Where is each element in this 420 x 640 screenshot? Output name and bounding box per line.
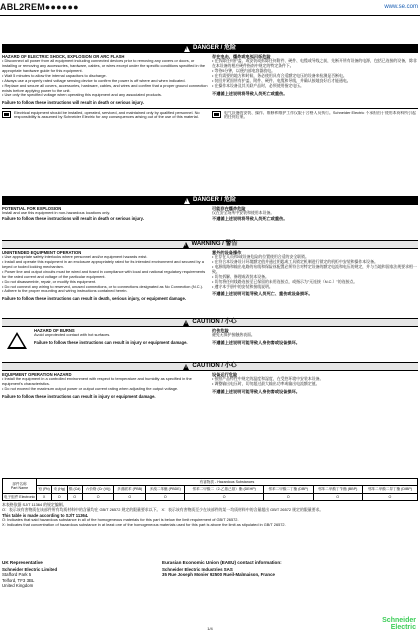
address-title: UK Representative bbox=[2, 560, 43, 565]
hazard-line: • Install and operate this equipment in an enclosure appropriately rated for its intended environment and secured by a keyed or tooled locking mechanism. bbox=[2, 259, 204, 269]
caution-burns-section bbox=[2, 318, 418, 352]
hazard-line: Install and use this equipment in non-hazardous locations only. bbox=[2, 210, 111, 216]
banner-label: CAUTION / 小心 bbox=[192, 362, 237, 369]
value-cell: O bbox=[82, 493, 113, 500]
note-text: 电气设备的安装、操作、维修和维护工作仅限于合格人员执行。Schneider Electric 不承担由于使用本资料所引起的任何后果。 bbox=[224, 110, 416, 120]
value-cell: O bbox=[67, 493, 82, 500]
page-header bbox=[0, 2, 420, 14]
column-header: 多溴二苯醚 (PBDE) bbox=[146, 486, 185, 493]
hazard-line: • Do not exceed the maximum output power or output current rating when adjusting the output voltage. bbox=[2, 386, 179, 391]
column-header: 邻苯二甲酸丁苄酯 (BBP) bbox=[313, 486, 362, 493]
column-header: 邻苯二甲酸二丁酯 (DBP) bbox=[263, 486, 313, 493]
eaeu-contact bbox=[162, 560, 418, 589]
hazard-heading: 可能存在爆炸危险 bbox=[212, 206, 246, 211]
consequence-text: 不遵循上述说明将导致人员死亡或重伤。 bbox=[212, 216, 288, 222]
column-header: 铅 (Pb) bbox=[38, 487, 50, 492]
hazard-line: • 在有需要的地方和时候，务必使用具有合适额定电压的设备来检测是否断电。 bbox=[212, 72, 347, 78]
table-title: 有害物质 - Hazardous Substances bbox=[37, 479, 418, 486]
banner-label: WARNING / 警告 bbox=[191, 240, 238, 247]
hazard-line: • Adhere to the proper mounting and wiring instructions contained herein. bbox=[2, 288, 128, 294]
hazard-line: • 遵守本手册中的安装和接线说明。 bbox=[212, 283, 273, 289]
hazard-heading: 设备运行危险 bbox=[212, 372, 238, 377]
chinese-column bbox=[212, 328, 418, 352]
hazard-line: • Replace and secure all covers, accessories, hardware, cables, and wires and confirm that a proper ground connection exists before applying power to the unit. bbox=[2, 82, 208, 93]
hazard-line: • Always use a properly rated voltage sensing device to confirm the power is off where and when indicated. bbox=[2, 77, 186, 83]
table-note: O: Indicates that said hazardous substance in all of the homogeneous materials for this part is below the limit requirement of GB/T 26572. bbox=[2, 517, 239, 523]
value-cell: X bbox=[37, 493, 52, 500]
hazard-line: • 按照产品特性中规定的温度和湿度，在受控环境中安装本设备。 bbox=[212, 376, 324, 382]
column-header: 多溴联苯 (PBB) bbox=[114, 486, 146, 493]
hazard-line: • Disconnect all power from all equipment including connected devices prior to removing any covers or doors, or installing or removing any accessories, hardware, cables, or wires except under the specific conditions specified in the appropriate hardware guide for this equipment. bbox=[2, 58, 206, 73]
hazard-heading: POTENTIAL FOR EXPLOSION bbox=[2, 206, 62, 211]
warning-triangle-icon bbox=[183, 364, 189, 370]
warning-triangle-icon bbox=[184, 198, 190, 204]
address-line: Stafford Park 5 bbox=[2, 572, 32, 578]
value-cell: O bbox=[52, 493, 67, 500]
warning-triangle-icon bbox=[183, 242, 189, 248]
address-title: Eurasian Economic Union (EAEU) contact information: bbox=[162, 560, 282, 565]
address-line: Schneider Electric Limited bbox=[2, 566, 58, 572]
hazard-line: • Do not connect any wiring to reserved, unused connections, or to connections designated as No Connection (N.C.). bbox=[2, 283, 203, 289]
table-notes bbox=[2, 503, 418, 528]
danger-electric-section bbox=[2, 44, 418, 120]
consequence-text: Failure to follow these instructions can result in injury or equipment damage. bbox=[34, 340, 188, 346]
hazard-line: • 在存在人员和/或设备危险的位置使用合适的安全联锁。 bbox=[212, 254, 309, 260]
hazard-line: • Use appropriate safety interlocks where personnel and/or equipment hazards exist. bbox=[2, 254, 148, 260]
consequence-text: Failure to follow these instructions can result in death, serious injury, or equipment damage. bbox=[2, 296, 186, 302]
address-line: United Kingdom bbox=[2, 583, 34, 589]
hazard-heading: 灼伤危险 bbox=[212, 328, 229, 333]
bilingual-columns bbox=[2, 327, 418, 352]
hazard-line: • 装回并紧固所有护盖、附件、硬件、电缆和导线，并确认接地良好后才能通电。 bbox=[212, 77, 351, 83]
caution-banner bbox=[2, 318, 418, 327]
uk-representative bbox=[2, 560, 162, 589]
header-rule bbox=[0, 15, 420, 16]
address-line: Schneider Electric Industries SAS bbox=[162, 566, 233, 572]
logo-line: Electric bbox=[390, 624, 416, 631]
consequence-text: Failure to follow these instructions will result in death or serious injury. bbox=[2, 216, 144, 222]
column-header: 邻苯二甲酸二（2-乙基己基）酯 (DEHP) bbox=[185, 486, 264, 493]
hazard-heading: 存在电击、爆炸或电弧闪烁危险 bbox=[212, 54, 271, 59]
table-note: X: Indicates that concentration of hazardous substance in at least one of the homogeneous materials used for this part is above the limit as stipulated in GB/T 26572. bbox=[2, 522, 286, 528]
banner-label: DANGER / 危险 bbox=[192, 44, 236, 51]
english-column bbox=[2, 206, 208, 221]
table-row bbox=[3, 493, 418, 500]
address-line: Telford, TF3 3BL bbox=[2, 577, 35, 583]
english-column bbox=[2, 250, 208, 302]
substances-table bbox=[2, 478, 418, 501]
value-cell: O bbox=[263, 493, 313, 500]
schneider-logo bbox=[376, 617, 416, 635]
caution-banner bbox=[2, 362, 418, 371]
hazard-line: • 调整输出电压时，切勿超过最大输出功率或输出电流额定值。 bbox=[212, 381, 320, 387]
hazard-heading: UNINTENDED EQUIPMENT OPERATION bbox=[2, 250, 82, 255]
english-column bbox=[2, 54, 208, 106]
chinese-column bbox=[212, 54, 418, 106]
table-header-row bbox=[3, 486, 418, 493]
table-note: 本表格依据 SJ/T 11364 的规定编制。 bbox=[2, 502, 67, 508]
hazard-line: • 在拆除任何护盖、或安装或拆除任何附件、硬件、电缆或导线之前，先断开所有设备的电源，包括已连接的设备，除非在本设备的相应硬件指南中规定的特定条件下。 bbox=[212, 58, 417, 69]
page-number: 1/4 bbox=[207, 626, 213, 631]
note-text: Electrical equipment should be installed, operated, serviced, and maintained only by qualified personnel. No responsibility is assumed by Schneider Electric for any consequences arising out of the use of this material. bbox=[14, 110, 200, 120]
danger-banner bbox=[2, 44, 418, 53]
hazard-line: • Do not disassemble, repair, or modify this equipment. bbox=[2, 278, 97, 284]
hazard-line: • 切勿拆解、修理或改装本设备。 bbox=[212, 273, 269, 279]
note-chinese bbox=[212, 111, 418, 121]
consequence-text: Failure to follow these instructions can result in injury or equipment damage. bbox=[2, 393, 156, 399]
chinese-column bbox=[212, 206, 418, 221]
banner-label: CAUTION / 小心 bbox=[192, 318, 237, 325]
hazard-line: 仅在安全场所中安装和使用本设备。 bbox=[212, 210, 275, 216]
warning-triangle-icon bbox=[183, 320, 189, 326]
hot-surface-icon bbox=[2, 328, 32, 352]
part-cell: 电子组件 Electronic bbox=[3, 494, 36, 499]
chinese-column bbox=[212, 250, 418, 302]
english-text bbox=[34, 328, 188, 352]
hazard-line: 避免无保护接触热表面。 bbox=[212, 332, 255, 338]
value-cell: O bbox=[146, 493, 185, 500]
qualified-personnel-notes bbox=[2, 109, 418, 121]
banner-label: DANGER / 危险 bbox=[192, 196, 236, 203]
logo-line: Schneider bbox=[382, 617, 416, 624]
consequence-text: 不遵循上述说明可能导致人身伤害或设备损坏。 bbox=[212, 389, 300, 394]
column-header: 邻苯二甲酸二异丁酯 (DIBP) bbox=[362, 486, 417, 493]
warning-triangle-icon bbox=[184, 46, 190, 52]
bilingual-columns bbox=[2, 53, 418, 106]
info-note-icon bbox=[212, 111, 221, 118]
english-column bbox=[2, 372, 208, 399]
hazard-line: Avoid unprotected contact with hot surfaces. bbox=[34, 332, 111, 338]
hazard-line: • 在操作本设备及其关联产品时，必须使用指定电压。 bbox=[212, 82, 304, 88]
note-english bbox=[2, 111, 208, 121]
value-cell: O bbox=[362, 493, 417, 500]
table-note: O：表示该有害物质在该部件所有均质材料中的含量均在 GB/T 26572 规定的限量要求以下。 X：表示该有害物质至少在该部件的某一均质材料中的含量超出 GB/T 26572 规定的限量要求。 bbox=[2, 507, 324, 513]
warning-operation-section bbox=[2, 240, 418, 302]
hazard-heading: EQUIPMENT OPERATION HAZARD bbox=[2, 372, 72, 377]
value-cell: O bbox=[114, 493, 146, 500]
hazard-line: • Power line and output circuits must be wired and fused in compliance with local and national regulatory requirements for the rated current and voltage of the particular equipment. bbox=[2, 268, 206, 279]
part-name-header: 部件名称 Part Name bbox=[3, 479, 37, 494]
info-note-icon bbox=[2, 111, 11, 118]
table-note: This table is made according to SJ/T 11364. bbox=[2, 513, 89, 519]
hazardous-substances-section bbox=[2, 478, 418, 528]
chinese-column bbox=[212, 372, 418, 399]
value-cell: O bbox=[313, 493, 362, 500]
danger-banner bbox=[2, 196, 418, 205]
danger-explosion-section bbox=[2, 196, 418, 221]
consequence-text: 不遵循上述说明可能导致人身伤害或设备损坏。 bbox=[212, 340, 300, 346]
caution-equipment-section bbox=[2, 362, 418, 399]
hazard-line: • 切勿将任何线路连接至已保留的未用连接点，或指示为"无连接（N.C.）"的连接点。 bbox=[212, 278, 358, 284]
hazard-line: • Wait 5 minutes to allow the internal capacitors to discharge. bbox=[2, 72, 107, 78]
warning-banner bbox=[2, 240, 418, 249]
hazard-heading: HAZARD OF BURNS bbox=[34, 328, 75, 333]
hazard-heading: 意外的设备操作 bbox=[212, 250, 242, 255]
address-line: 35 Rue Joseph Monier 92500 Rueil-Malmaison, France bbox=[162, 572, 275, 578]
website-link[interactable]: www.se.com bbox=[384, 4, 418, 10]
bilingual-columns bbox=[2, 205, 418, 221]
consequence-text: Failure to follow these instructions will result in death or serious injury. bbox=[2, 100, 144, 106]
model-number: ABL2REM●●●●●● bbox=[0, 2, 79, 12]
english-column bbox=[2, 328, 208, 352]
hazard-line: • 电源线路和输出电路的布线和保险丝配置必须符合对特定设备的额定电流和电压的规定，并与当地和国家法规要求相一致。 bbox=[212, 264, 417, 274]
consequence-text: 不遵循上述说明将导致人员死亡或重伤。 bbox=[212, 90, 288, 96]
bilingual-columns bbox=[2, 371, 418, 399]
column-header: 六价铬 (Cr (VI)) bbox=[82, 486, 113, 493]
hazard-line: • Use only the specified voltage when operating this equipment and any associated products. bbox=[2, 92, 162, 98]
address-section bbox=[2, 560, 418, 589]
hazard-line: • Install the equipment in a controlled environment with respect to temperature and humidity as specified in the equipment's characteristics. bbox=[2, 376, 192, 387]
column-header: 汞 (Hg) bbox=[53, 487, 66, 492]
value-cell: O bbox=[185, 493, 264, 500]
hazard-line: • 等待5分钟，以便内部电容器放电。 bbox=[212, 68, 275, 73]
hazard-line: • 在符合本设备设计环境额定值并通过钥匙或工具锁定机制进行锁定的机柜中安装和操作本设备。 bbox=[212, 259, 378, 265]
bilingual-columns bbox=[2, 249, 418, 302]
column-header: 镉 (Cd) bbox=[68, 487, 81, 492]
consequence-text: 不遵循上述说明可能导致人员死亡、重伤或设备损坏。 bbox=[212, 291, 313, 297]
hazard-heading: HAZARD OF ELECTRIC SHOCK, EXPLOSION OR ARC FLASH bbox=[2, 54, 125, 59]
address-columns bbox=[2, 560, 418, 589]
table-title-row bbox=[3, 479, 418, 486]
